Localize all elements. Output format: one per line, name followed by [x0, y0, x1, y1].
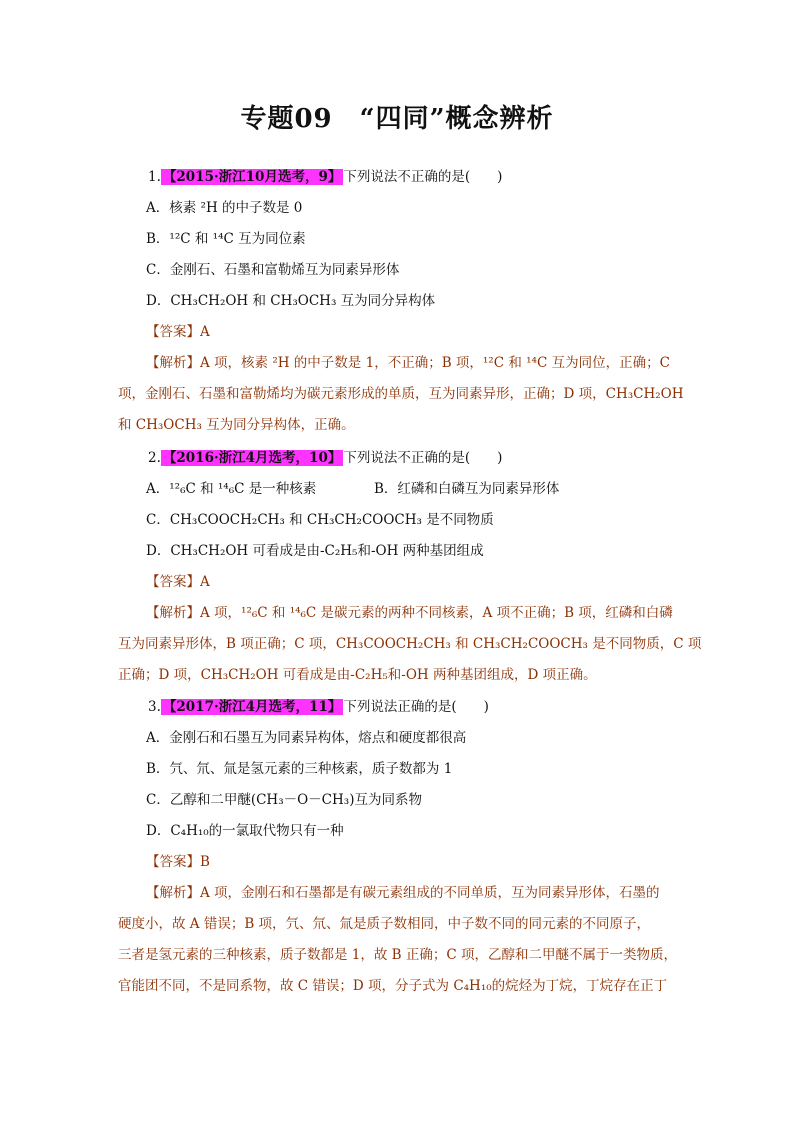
question-text: 下列说法正确的是( ): [343, 699, 489, 715]
question-text: 下列说法不正确的是( ): [343, 169, 503, 185]
option-b: B．氕、氘、氚是氢元素的三种核素，质子数都为 1: [146, 761, 453, 777]
explanation-line: 项，金刚石、石墨和富勒烯均为碳元素形成的单质，互为同素异形，正确；D 项，CH₃CH₂OH: [118, 386, 684, 402]
explanation-line: 正确；D 项，CH₃CH₂OH 可看成是由-C₂H₅和-OH 两种基团组成，D 项正确。: [118, 667, 597, 683]
option-c: C．CH₃COOCH₂CH₃ 和 CH₃CH₂COOCH₃ 是不同物质: [146, 512, 494, 528]
question-stem: [118, 443, 678, 474]
option-a: A．¹²₆C 和 ¹⁴₆C 是一种核素: [146, 481, 317, 497]
source-tag: 【2016·浙江4月选考，10】: [162, 450, 342, 466]
explanation-line: 【解析】A 项，¹²₆C 和 ¹⁴₆C 是碳元素的两种不同核素，A 项不正确；B 项，红磷和白磷: [146, 605, 673, 621]
explanation-line: 和 CH₃OCH₃ 互为同分异构体，正确。: [118, 417, 355, 433]
question-text: 下列说法不正确的是( ): [343, 450, 503, 466]
question-stem: [118, 692, 678, 723]
question-stem: [118, 162, 678, 193]
explanation-line: 三者是氢元素的三种核素，质子数都是 1，故 B 正确；C 项，乙醇和二甲醚不属于一类物质，: [118, 947, 678, 963]
option-b: B．¹²C 和 ¹⁴C 互为同位素: [146, 231, 306, 247]
question-3: [118, 692, 678, 1002]
source-tag: 【2015·浙江10月选考，9】: [162, 169, 342, 185]
option-row-ab: [118, 474, 678, 505]
explanation-line: 官能团不同，不是同系物，故 C 错误；D 项，分子式为 C₄H₁₀的烷烃为丁烷，丁烷存在正丁: [118, 978, 668, 994]
question-number: 1.: [148, 169, 161, 185]
explanation: [118, 598, 702, 691]
question-number: 3.: [148, 699, 161, 715]
question-2: [118, 443, 702, 691]
answer: 【答案】A: [146, 574, 210, 590]
option-d: D．C₄H₁₀的一氯取代物只有一种: [146, 823, 344, 839]
page-title: 专题09 “四同”概念辨析: [240, 104, 554, 134]
option-a: A．金刚石和石墨互为同素异构体，熔点和硬度都很高: [146, 730, 467, 746]
option-d: D．CH₃CH₂OH 和 CH₃OCH₃ 互为同分异构体: [146, 293, 436, 309]
explanation-line: 互为同素异形体，B 项正确；C 项，CH₃COOCH₂CH₃ 和 CH₃CH₂COOCH₃ 是不同物质，C 项: [118, 636, 702, 652]
explanation-line: 【解析】A 项，核素 ²H 的中子数是 1，不正确；B 项，¹²C 和 ¹⁴C 互为同位，正确；C: [146, 355, 670, 371]
explanation-line: 【解析】A 项，金刚石和石墨都是有碳元素组成的不同单质，互为同素异形体，石墨的: [146, 885, 660, 901]
option-d: D．CH₃CH₂OH 可看成是由-C₂H₅和-OH 两种基团组成: [146, 543, 484, 559]
explanation: [118, 348, 684, 441]
option-a: A．核素 ²H 的中子数是 0: [146, 200, 303, 216]
option-c: C．金刚石、石墨和富勒烯互为同素异形体: [146, 262, 400, 278]
source-tag: 【2017·浙江4月选考，11】: [162, 699, 342, 715]
option-b: B．红磷和白磷互为同素异形体: [374, 481, 560, 497]
answer: 【答案】B: [146, 854, 210, 870]
option-c: C．乙醇和二甲醚(CH₃－O－CH₃)互为同系物: [146, 792, 422, 808]
question-number: 2.: [148, 450, 161, 466]
question-1: [118, 162, 684, 441]
explanation: [118, 878, 678, 1002]
explanation-line: 硬度小，故 A 错误；B 项，氕、氘、氚是质子数相同，中子数不同的同元素的不同原子，: [118, 916, 651, 932]
answer: 【答案】A: [146, 324, 210, 340]
